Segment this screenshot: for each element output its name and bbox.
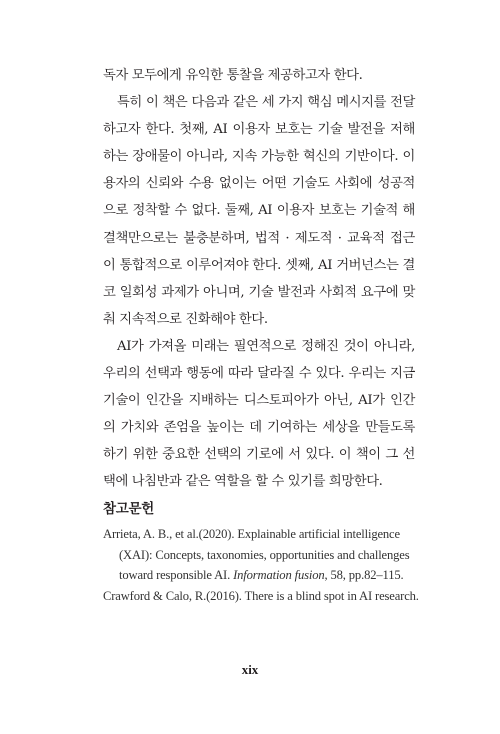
paragraph-2: 특히 이 책은 다음과 같은 세 가지 핵심 메시지를 전달하고자 한다. 첫째, AI 이용자 보호는 기술 발전을 저해하는 장애물이 아니라, 지속 가능한 혁신의 기반이다. 이용자의 신뢰와 수용 없이는 어떤 기술도 사회에 성공적으로 정착할 수 없다. 둘째, AI 이용자 보호는 기술적 해결책만으로는 불충분하며, 법적 · 제도적 · 교육적 접근이 통합적으로 이루어져야 한다. 셋째, AI 거버넌스는 결코 일회성 과제가 아니며, 기술 발전과 사회적 요구에 맞춰 지속적으로 진화해야 한다.	[103, 95, 415, 327]
reference-item-arrieta	[103, 524, 423, 586]
paragraph-3: AI가 가져올 미래는 필연적으로 정해진 것이 아니라, 우리의 선택과 행동에 따라 달라질 수 있다. 우리는 지금 기술이 인간을 지배하는 디스토피아가 아닌, AI가 인간의 가치와 존엄을 높이는 데 기여하는 세상을 만들도록 하기 위한 중요한 선택의 기로에 서 있다. 이 책이 그 선택에 나침반과 같은 역할을 할 수 있기를 희망한다.	[103, 338, 415, 490]
references-heading: 참고문헌	[103, 501, 154, 517]
reference-text: , 58, pp.82–115.	[324, 568, 404, 583]
paragraph-1: 독자 모두에게 유익한 통찰을 제공하고자 한다.	[103, 68, 363, 83]
reference-item-crawford	[103, 586, 423, 607]
reference-line: Arrieta, A. B., et al.(2020). Explainable artificial intelligence	[103, 527, 400, 541]
page-number: xix	[241, 662, 259, 677]
reference-text: toward responsible AI.	[119, 568, 234, 583]
reference-line	[103, 565, 423, 586]
reference-line: Crawford & Calo, R.(2016). There is a blind spot in AI research.	[103, 588, 419, 603]
reference-list	[103, 524, 423, 606]
reference-line: (XAI): Concepts, taxonomies, opportunities and challenges	[119, 547, 410, 562]
journal-title: Information fusion	[233, 568, 325, 583]
body-text	[103, 62, 415, 496]
